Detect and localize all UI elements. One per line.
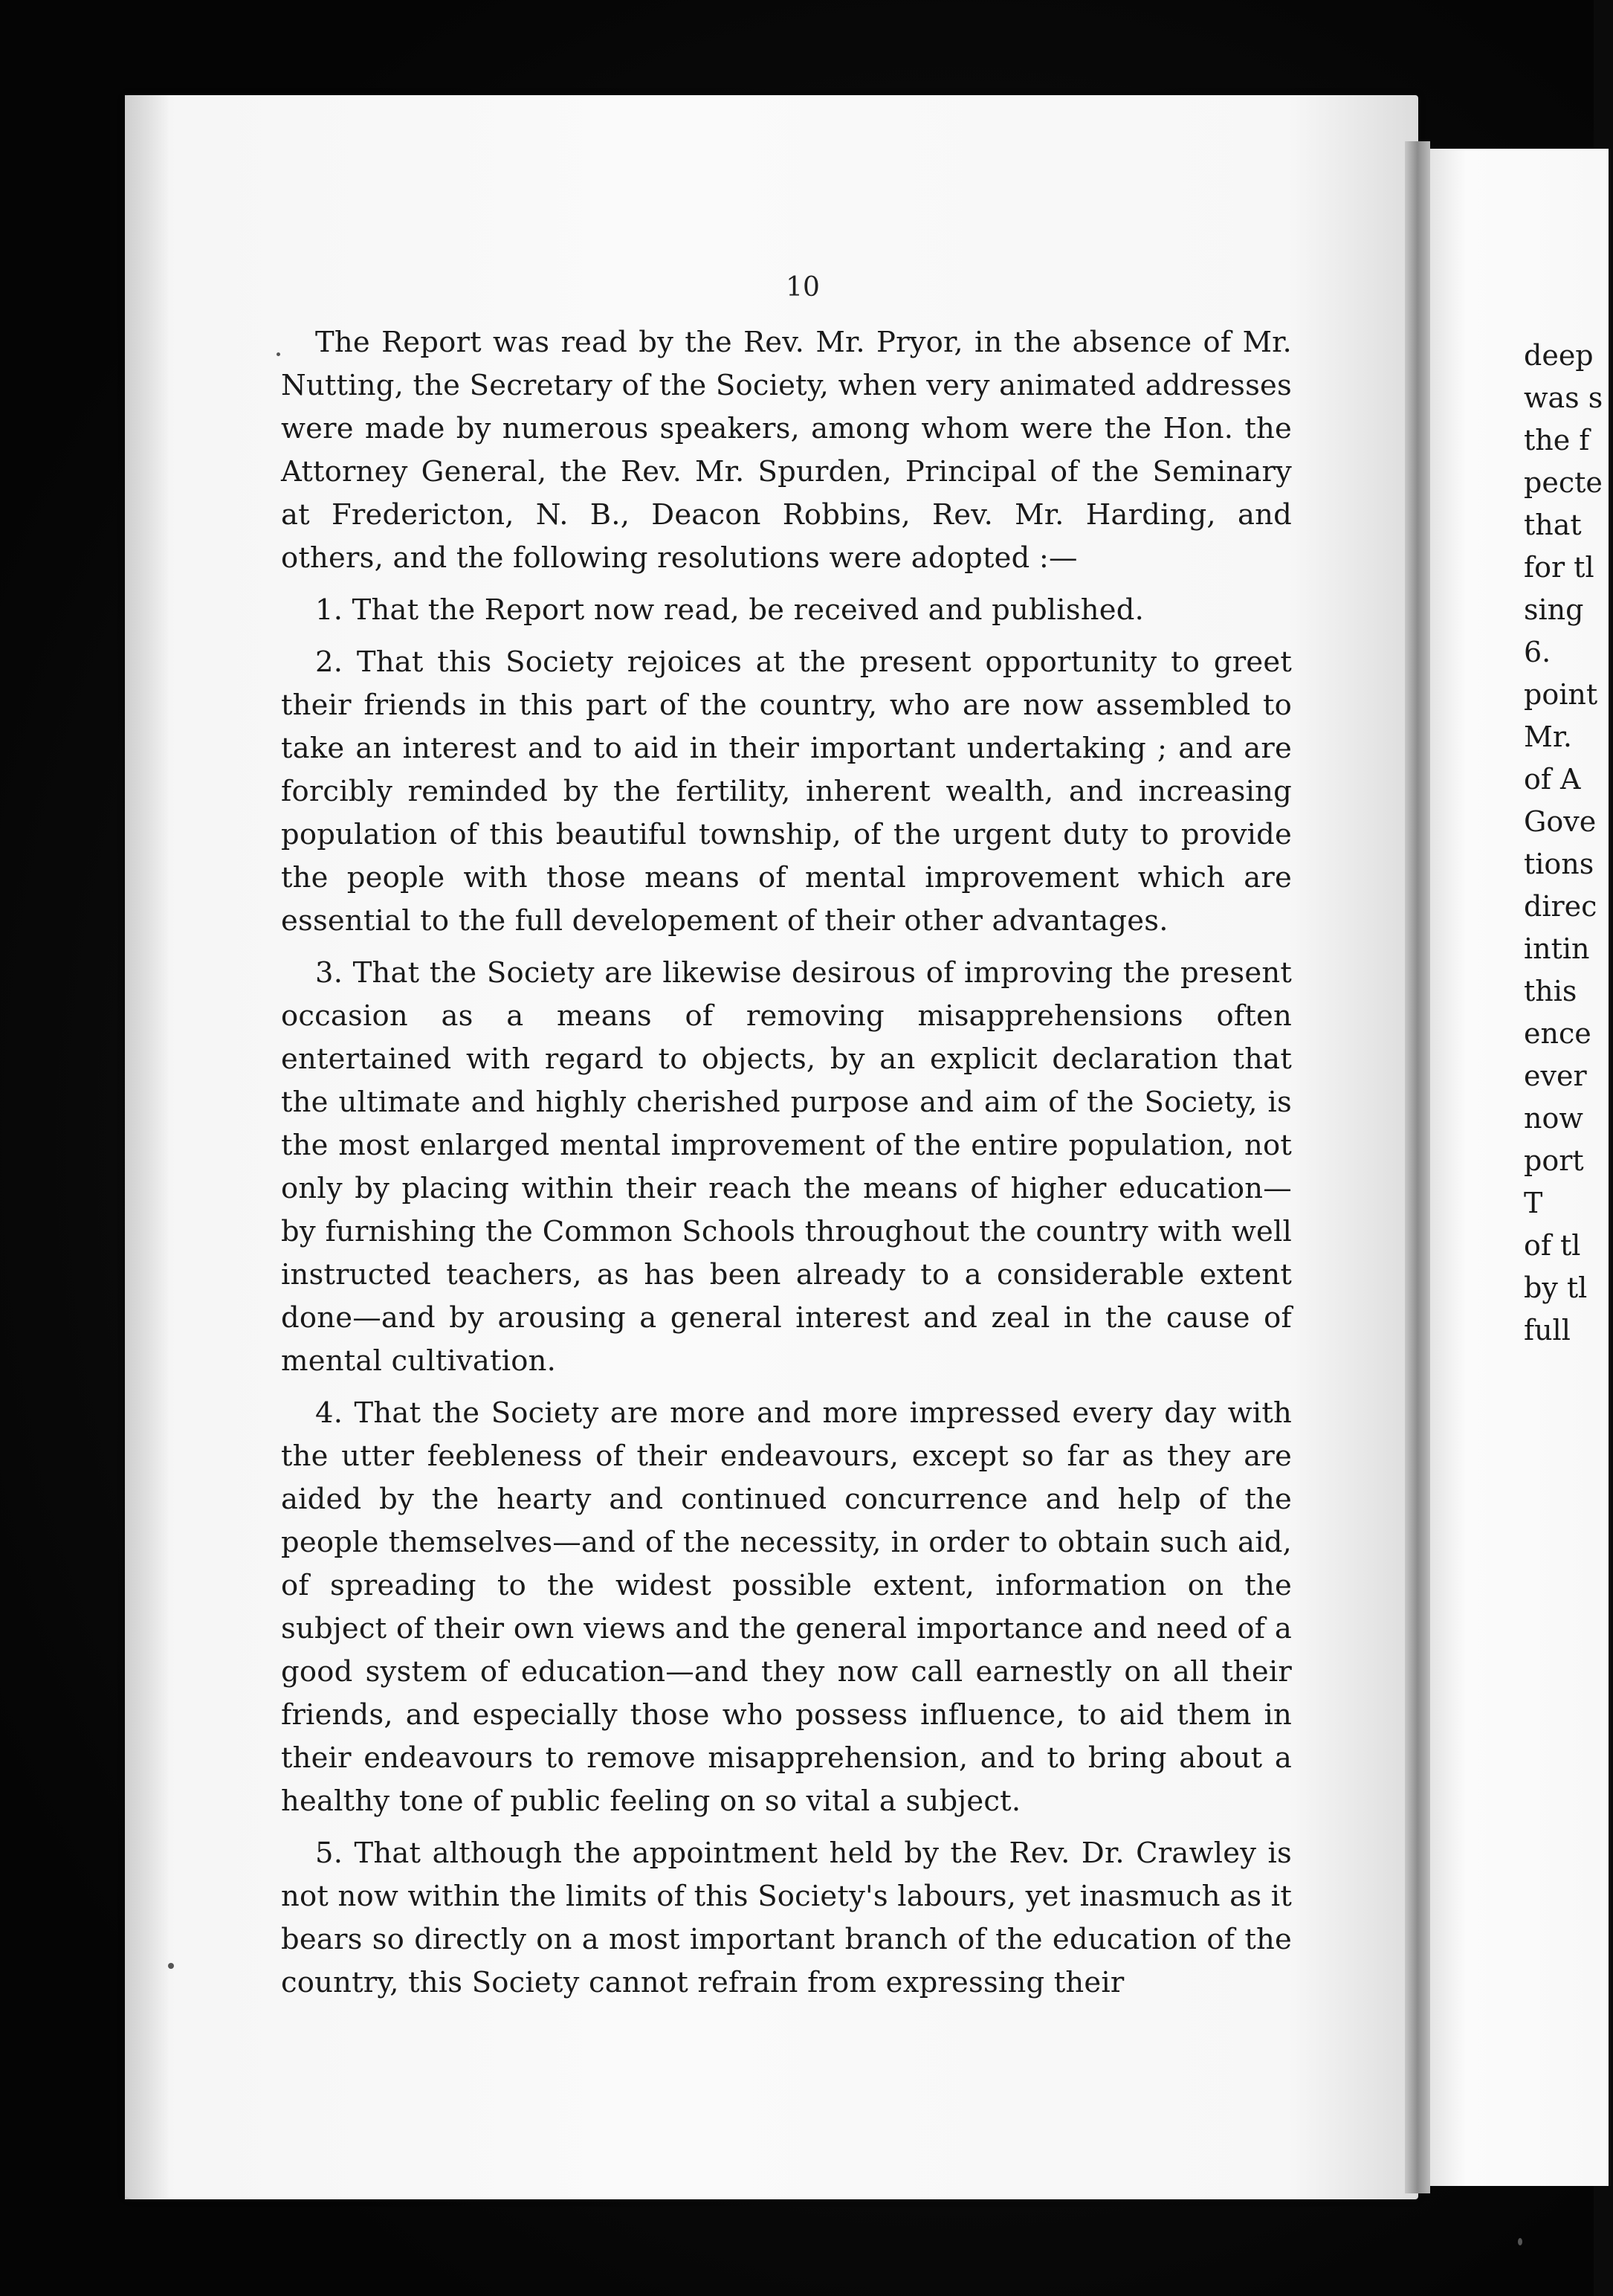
facing-line: intin: [1524, 932, 1590, 965]
facing-line: full: [1524, 1314, 1571, 1347]
page-edge-shadow: [125, 95, 169, 2199]
facing-line: for tl: [1524, 551, 1594, 584]
facing-line: of A: [1524, 763, 1581, 796]
facing-line: Gove: [1524, 805, 1597, 838]
resolution-2: 2. That this Society rejoices at the present opportunity to greet their friends in this part of the country, who are now assembled to take an interest and to aid in their important undertaking ; and are forcibly reminded by the fertility, inherent wealth, and increasing population of this beautiful township, of the urgent duty to provide the people with those means of mental improvement which are essential to the full developement of their other advantages.: [281, 645, 1292, 938]
facing-line: was s: [1524, 381, 1603, 414]
resolution-5: 5. That although the appointment held by the Rev. Dr. Crawley is not now within the limits of this Society's labours, yet inasmuch as it bears so directly on a most important branch of the education of the country, this Society cannot refrain from expressing their: [281, 1837, 1292, 1999]
facing-line: this: [1524, 975, 1577, 1007]
book-gutter: [1405, 141, 1430, 2193]
scan-speck: [1518, 2238, 1522, 2245]
facing-page-text: [1524, 335, 1613, 1352]
facing-line: now: [1524, 1102, 1583, 1135]
facing-line: tions: [1524, 848, 1594, 880]
facing-line: pecte: [1524, 466, 1603, 499]
facing-line: T: [1524, 1187, 1543, 1219]
scan-speck: [277, 352, 280, 356]
facing-line: direc: [1524, 890, 1597, 923]
facing-line: that: [1524, 509, 1582, 541]
resolution-1: 1. That the Report now read, be received and published.: [315, 593, 1145, 627]
facing-line: ever: [1524, 1060, 1587, 1092]
page-number: 10: [786, 272, 820, 303]
resolution-4: 4. That the Society are more and more impressed every day with the utter feebleness of their endeavours, except so far as they are aided by the hearty and continued concurrence and help of the people themselves—and of the necessity, in order to obtain such aid, of spreading to the widest possible extent, information on the subject of their own views and the general importance and need of a good system of education—and they now call earnestly on all their friends, and especially those who possess influence, to aid them in their endeavours to remove misapprehension, and to bring about a healthy tone of public feeling on so vital a subject.: [281, 1396, 1292, 1818]
facing-line: of tl: [1524, 1229, 1581, 1262]
intro-paragraph: The Report was read by the Rev. Mr. Pryor, in the absence of Mr. Nutting, the Secretary of the Society, when very animated addresses were made by numerous speakers, among whom were the Hon. the Attorney General, the Rev. Mr. Spurden, Principal of the Seminary at Fredericton, N. B., Deacon Robbins, Rev. Mr. Harding, and others, and the following resolutions were adopted :—: [281, 326, 1292, 575]
resolution-3: 3. That the Society are likewise desirous of improving the present occasion as a means of removing misapprehensions often entertained with regard to objects, by an explicit declaration that the ultimate and highly cherished purpose and aim of the Society, is the most enlarged mental improvement of the entire population, not only by placing within their reach the means of higher education—by furnishing the Common Schools throughout the country with well instructed teachers, as has been already to a considerable extent done—and by arousing a general interest and zeal in the cause of mental cultivation.: [281, 956, 1292, 1378]
scan-speck: [168, 1963, 174, 1969]
facing-line: ence: [1524, 1017, 1591, 1050]
facing-line: port: [1524, 1144, 1584, 1177]
facing-line: Mr.: [1524, 720, 1572, 753]
facing-line: the f: [1524, 424, 1590, 457]
facing-line: by tl: [1524, 1271, 1588, 1304]
facing-line: sing: [1524, 593, 1584, 626]
page-text: [281, 321, 1292, 2013]
facing-line: point: [1524, 678, 1598, 711]
facing-line: 6.: [1524, 636, 1551, 668]
facing-line: deep: [1524, 339, 1594, 372]
